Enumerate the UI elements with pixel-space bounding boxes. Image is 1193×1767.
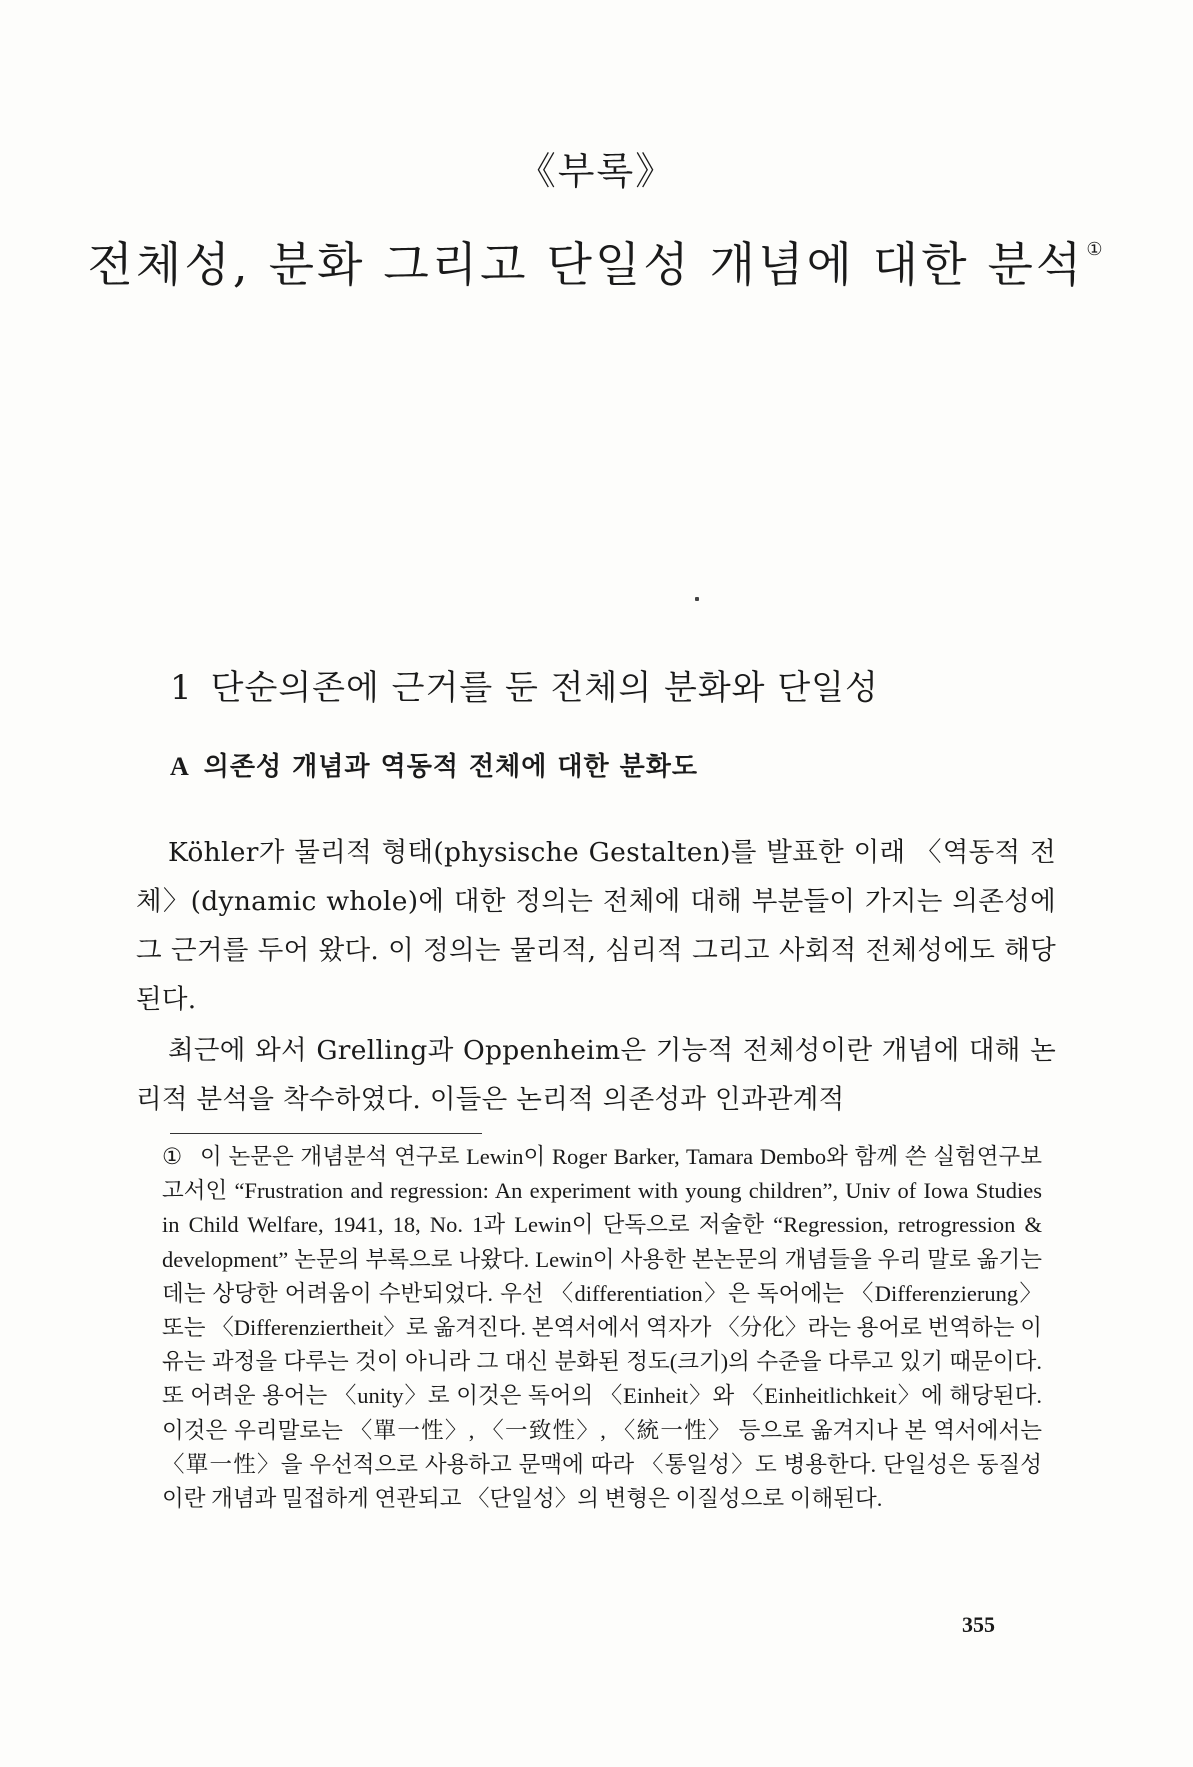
paragraph: Köhler가 물리적 형태(physische Gestalten)를 발표한 이래 〈역동적 전체〉(dynamic whole)에 대한 정의는 전체에 대해 부분들이 가지는 의존성에 그 근거를 두어 왔다. 이 정의는 물리적, 심리적 그리고 사회적 전체성에도 해당된다. [136,837,1056,1015]
section-heading [170,660,879,709]
appendix-label: 《부록》 [517,149,676,193]
subsection-title: 의존성 개념과 역동적 전체에 대한 분화도 [203,752,699,782]
footnote-divider [170,1133,482,1134]
subsection-heading [170,746,698,783]
body-text [136,828,1056,1124]
page-speck [695,597,699,601]
footnote [162,1140,1042,1516]
section-number: 1 [170,668,193,708]
chapter-title-text: 전체성, 분화 그리고 단일성 개념에 대한 분석 [87,238,1085,293]
footnote-text: 이 논문은 개념분석 연구로 Lewin이 Roger Barker, Tamara Dembo와 함께 쓴 실험연구보고서인 “Frustration and regression: An experiment with young children”, Univ of Iowa Studies in Child Welfare, 1941, 18, No. 1과 Lewin이 단독으로 저술한 “Regression, retrogression & development” 논문의 부록으로 나왔다. Lewin이 사용한 본논문의 개념들을 우리 말로 옮기는 데는 상당한 어려움이 수반되었다. 우선 〈differentiation〉은 독어에는 〈Differenzierung〉 또는 〈Differenziertheit〉로 옮겨진다. 본역서에서 역자가 〈分化〉라는 용어로 번역하는 이유는 과정을 다루는 것이 아니라 그 대신 분화된 정도(크기)의 수준을 다루고 있기 때문이다. 또 어려운 용어는 〈unity〉로 이것은 독어의 〈Einheit〉와 〈Einheitlichkeit〉에 해당된다. 이것은 우리말로는 〈單一性〉, 〈一致性〉, 〈統一性〉 등으로 옮겨지나 본 역서에서는 〈單一性〉을 우선적으로 사용하고 문맥에 따라 〈통일성〉도 병용한다. 단일성은 동질성이란 개념과 밀접하게 연관되고 〈단일성〉의 변형은 이질성으로 이해된다. [162,1144,1042,1512]
section-title: 단순의존에 근거를 둔 전체의 분화와 단일성 [210,668,879,708]
paragraph: 최근에 와서 Grelling과 Oppenheim은 기능적 전체성이란 개념에 대해 논리적 분석을 착수하였다. 이들은 논리적 의존성과 인과관계적 [136,1035,1056,1115]
page-number: 355 [962,1612,995,1637]
title-footnote-marker: ① [1086,239,1106,260]
subsection-letter: A [170,752,190,781]
footnote-marker: ① [162,1144,183,1169]
chapter-title [0,228,1193,295]
